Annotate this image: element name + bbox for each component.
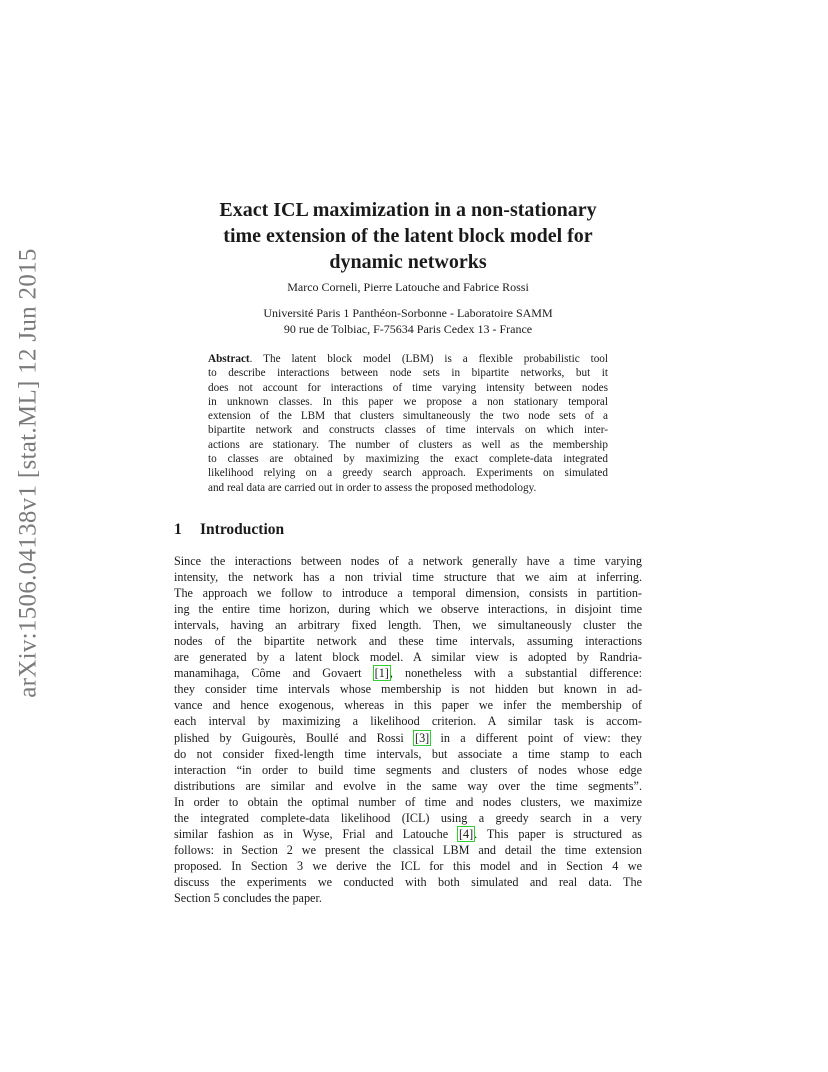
body-line: vance and hence exogenous, whereas in this paper we infer the membership of — [174, 698, 642, 713]
citation-link-1[interactable]: [1] — [374, 666, 389, 681]
affiliation — [150, 305, 666, 337]
arxiv-identifier-stamp — [0, 248, 58, 698]
body-text-fragment: . This paper is structured as — [474, 826, 642, 841]
abstract-line: to describe interactions between node sets in bipartite networks, but it — [208, 367, 608, 380]
abstract-line: and real data are carried out in order to assess the proposed methodology. — [208, 481, 537, 494]
body-line: proposed. In Section 3 we derive the ICL for this model and in Section 4 we — [174, 858, 642, 873]
body-line: intensity, the network has a non trivial time structure that we aim at inferring. — [174, 570, 642, 585]
body-line: follows: in Section 2 we present the classical LBM and detail the time extension — [174, 842, 642, 857]
affiliation-line: Université Paris 1 Panthéon-Sorbonne - Laboratoire SAMM — [263, 306, 553, 320]
body-line — [174, 730, 642, 746]
abstract-label: Abstract — [208, 353, 250, 365]
abstract-line — [208, 352, 608, 366]
body-line: nodes of the bipartite network and these time intervals, assuming interactions — [174, 634, 642, 649]
citation-link-4[interactable]: [4] — [458, 826, 474, 841]
section-number: 1 — [174, 521, 182, 538]
body-line: do not consider fixed-length time intervals, but associate a time stamp to each — [174, 746, 642, 761]
body-line — [174, 826, 642, 842]
abstract-line: does not account for interactions of time varying intensity between nodes — [208, 381, 608, 394]
body-line: each interval by maximizing a likelihood criterion. A similar task is accom- — [174, 714, 642, 729]
section-title: Introduction — [200, 521, 285, 538]
body-line: discuss the experiments we conducted with both simulated and real data. The — [174, 874, 642, 889]
author-list: Marco Corneli, Pierre Latouche and Fabrice Rossi — [287, 280, 529, 294]
body-line: In order to obtain the optimal number of time and nodes clusters, we maximize — [174, 794, 642, 809]
title-line: dynamic networks — [329, 251, 487, 273]
body-line: they consider time intervals whose membership is not hidden but known in ad- — [174, 682, 642, 697]
citation-link-3[interactable]: [3] — [415, 730, 430, 745]
body-line: are generated by a latent block model. A similar view is adopted by Randria- — [174, 650, 642, 665]
title-line: time extension of the latent block model for — [223, 225, 593, 247]
abstract-first-line-text: . The latent block model (LBM) is a flexible probabilistic tool — [249, 353, 608, 365]
body-line: intervals, having an arbitrary fixed length. Then, we simultaneously cluster the — [174, 618, 642, 633]
abstract-line: extension of the LBM that clusters simultaneously the two node sets of a — [208, 410, 608, 423]
body-line: Section 5 concludes the paper. — [174, 890, 322, 905]
abstract-line: in unknown classes. In this paper we propose a non stationary temporal — [208, 395, 608, 408]
body-line — [174, 665, 642, 681]
body-line: interaction “in order to build time segments and clusters of nodes whose edge — [174, 762, 642, 777]
body-text-fragment: in a different point of view: they — [430, 730, 642, 745]
paper-title — [150, 197, 666, 275]
body-line: ing the entire time horizon, during which we observe interactions, in disjoint time — [174, 602, 642, 617]
abstract-line: bipartite network and constructs classes of time intervals on which inter- — [208, 424, 608, 437]
title-line: Exact ICL maximization in a non-stationary — [219, 199, 597, 221]
body-line: The approach we follow to introduce a temporal dimension, consists in partition- — [174, 586, 642, 601]
abstract — [208, 352, 608, 495]
section-heading-introduction — [174, 520, 284, 540]
body-line: Since the interactions between nodes of a network generally have a time varying — [174, 554, 642, 568]
arxiv-stamp-text: arXiv:1506.04138v1 [stat.ML] 12 Jun 2015 — [15, 248, 42, 698]
body-line: the integrated complete-data likelihood (ICL) using a greedy search in a very — [174, 810, 642, 825]
body-text-fragment: plished by Guigourès, Boullé and Rossi — [174, 730, 415, 745]
body-text-fragment: similar fashion as in Wyse, Frial and Latouche — [174, 826, 458, 841]
introduction-paragraph — [174, 553, 642, 906]
abstract-line: to classes are obtained by maximizing the exact complete-data integrated — [208, 453, 608, 466]
abstract-line: actions are stationary. The number of clusters as well as the membership — [208, 438, 608, 451]
body-line: distributions are similar and evolve in the same way over the time segments”. — [174, 778, 642, 793]
abstract-line: likelihood relying on a greedy search approach. Experiments on simulated — [208, 467, 608, 480]
affiliation-line: 90 rue de Tolbiac, F-75634 Paris Cedex 13 - France — [283, 322, 533, 336]
body-text-fragment: , nonetheless with a substantial difference: — [389, 666, 642, 681]
body-text-fragment: manamihaga, Côme and Govaert — [174, 666, 374, 681]
